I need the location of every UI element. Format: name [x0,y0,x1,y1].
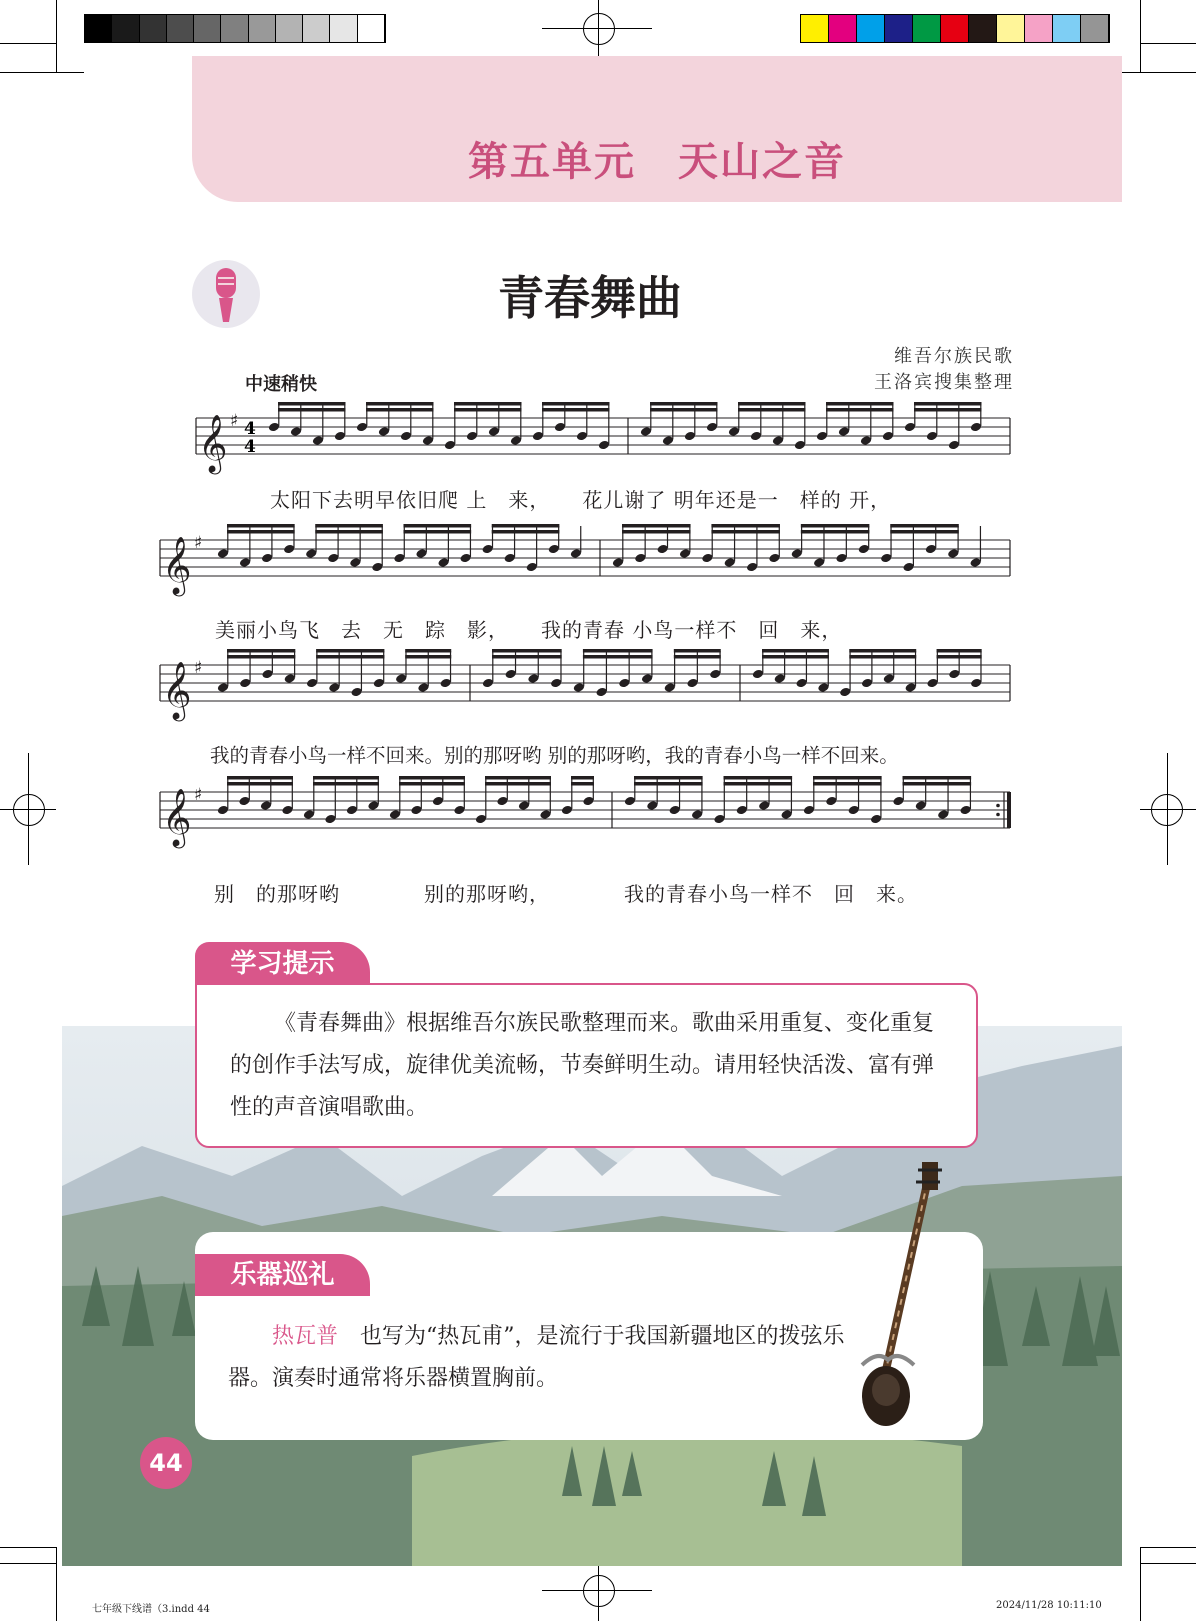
tip-text: 《青春舞曲》根据维吾尔族民歌整理而来。歌曲采用重复、变化重复的创作手法写成，旋律优美流畅，节奏鲜明生动。请用轻快活泼、富有弹性的声音演唱歌曲。 [230,1011,935,1120]
note-beam [634,776,703,780]
note-beam [366,408,434,412]
note-beam [485,776,551,780]
note-beam [399,776,465,780]
note-beam [826,402,894,406]
note-beam [278,402,346,406]
note-beam [403,524,471,528]
crop-mark [1140,1547,1196,1548]
note-beam [313,782,379,786]
color-swatch [1025,15,1053,42]
note-beam [227,782,293,786]
unit-title: 第五单元 天山之音 [468,138,846,185]
color-swatch [913,15,941,42]
color-swatch [167,15,194,42]
color-swatch [276,15,303,42]
tempo-marking: 中速稍快 [245,374,317,395]
note-beam [622,524,691,528]
note-beam [711,524,780,528]
note-beam [583,655,653,659]
color-swatch [885,15,913,42]
note-beam [227,649,295,653]
note-beam [278,408,346,412]
note-beam [738,408,806,412]
crop-mark [1112,72,1196,73]
note-beam [315,524,383,528]
color-swatch [829,15,857,42]
crop-mark [56,0,57,72]
color-swatch [969,15,997,42]
color-swatch [941,15,969,42]
note-beam [849,649,916,653]
crop-mark [1140,1563,1196,1564]
color-swatch [303,15,330,42]
note-beam [492,649,562,653]
crop-mark [542,1590,652,1591]
color-swatch [857,15,885,42]
crop-mark [56,1547,57,1621]
lyric-line-2: 美丽小鸟飞 去 无 踪 影， 我的青春 小鸟一样不 回 来， [215,618,843,642]
key-signature-sharp: ♯ [194,785,203,805]
note-beam [903,782,972,786]
color-swatch [358,15,385,42]
color-calibration-bar [800,14,1110,43]
note-beam [914,402,982,406]
note-beam [937,649,982,653]
crop-mark [1140,1547,1141,1621]
note-beam [315,530,383,534]
note-beam [813,782,882,786]
note-beam [405,655,451,659]
color-swatch [221,15,248,42]
key-signature-sharp: ♯ [194,658,203,678]
music-score [0,390,1196,910]
note-beam [724,776,793,780]
color-swatch [249,15,276,42]
note-beam [890,530,959,534]
crop-mark [542,28,652,29]
note-beam [227,776,293,780]
note-beam [903,776,972,780]
note-beam [542,408,610,412]
key-signature-sharp: ♯ [230,411,239,431]
color-swatch [85,15,112,42]
crop-mark [1140,43,1196,44]
instrument-text: 也写为“热瓦甫”，是流行于我国新疆地区的拨弦乐器。演奏时通常将乐器横置胸前。 [228,1324,845,1391]
note-beam [738,402,806,406]
repeat-dot [996,813,1000,817]
note-beam [762,649,829,653]
crop-mark [598,1566,599,1621]
note-beam [826,408,894,412]
song-origin-credit: 维吾尔族民歌 [894,346,1014,367]
note-beam [650,402,718,406]
registration-mark [583,1575,615,1607]
crop-mark [0,1547,56,1548]
treble-clef: 𝄞 [162,536,192,594]
repeat-dot [996,804,1000,808]
note-beam [801,524,870,528]
key-signature-sharp: ♯ [194,533,203,553]
slug-timestamp: 2024/11/28 10:11:10 [996,1600,1102,1611]
note-beam [634,782,703,786]
note-beam [366,402,434,406]
instrument-label: 乐器巡礼 [195,1254,370,1296]
rawap-image [858,1160,958,1430]
song-arranger-credit: 王洛宾搜集整理 [874,372,1014,393]
treble-clef: 𝄞 [162,788,192,846]
note-beam [399,782,465,786]
note-beam [813,776,882,780]
registration-mark [583,13,615,45]
color-swatch [997,15,1025,42]
tip-label: 学习提示 [195,942,370,986]
treble-clef: 𝄞 [162,661,192,719]
note-beam [674,649,721,653]
crop-mark [1140,0,1141,72]
note-beam [801,530,870,534]
note-beam [454,408,522,412]
color-swatch [194,15,221,42]
gray-calibration-bar [84,14,386,43]
note-beam [674,655,721,659]
note-beam [542,402,610,406]
instrument-term: 热瓦普 [272,1324,339,1349]
note-beam [762,655,829,659]
note-beam [937,655,982,659]
note-beam [914,408,982,412]
crop-mark [0,43,56,44]
time-signature: 4 [244,419,256,439]
page-number: 44 [140,1437,192,1489]
note-beam [571,782,594,786]
note-beam [316,655,384,659]
note-beam [227,655,295,659]
crop-mark [0,1563,56,1564]
note-beam [849,655,916,659]
note-beam [227,524,295,528]
note-beam [405,649,451,653]
note-beam [403,530,471,534]
color-swatch [140,15,167,42]
color-swatch [1053,15,1081,42]
note-beam [485,782,551,786]
note-beam [454,402,522,406]
microphone-icon [192,260,260,328]
note-beam [571,776,594,780]
color-swatch [1081,15,1109,42]
note-beam [724,782,793,786]
note-beam [711,530,780,534]
color-swatch [112,15,139,42]
color-swatch [330,15,357,42]
lyric-line-4: 别 的那呀哟 别的那呀哟， 我的青春小鸟一样不 回 来。 [214,882,918,906]
final-barline [1007,792,1011,828]
note-beam [492,655,562,659]
crop-mark [598,0,599,56]
note-beam [227,530,295,534]
crop-mark [0,72,84,73]
instrument-description [228,1316,868,1400]
lyric-line-3: 我的青春小鸟一样不回来。别的那呀哟 别的那呀哟，我的青春小鸟一样不回来。 [210,744,899,767]
note-beam [313,776,379,780]
note-beam [622,530,691,534]
note-beam [492,524,560,528]
note-beam [650,408,718,412]
song-title: 青春舞曲 [498,271,682,325]
slug-file: 七年级下线谱（3.indd 44 [92,1604,210,1615]
treble-clef: 𝄞 [198,414,228,472]
note-beam [316,649,384,653]
color-swatch [801,15,829,42]
note-beam [890,524,959,528]
time-signature: 4 [244,437,256,457]
note-beam [492,530,560,534]
note-beam [583,649,653,653]
lyric-line-1: 太阳下去明早依旧爬 上 来， 花儿谢了 明年还是一 样的 开， [270,488,892,512]
